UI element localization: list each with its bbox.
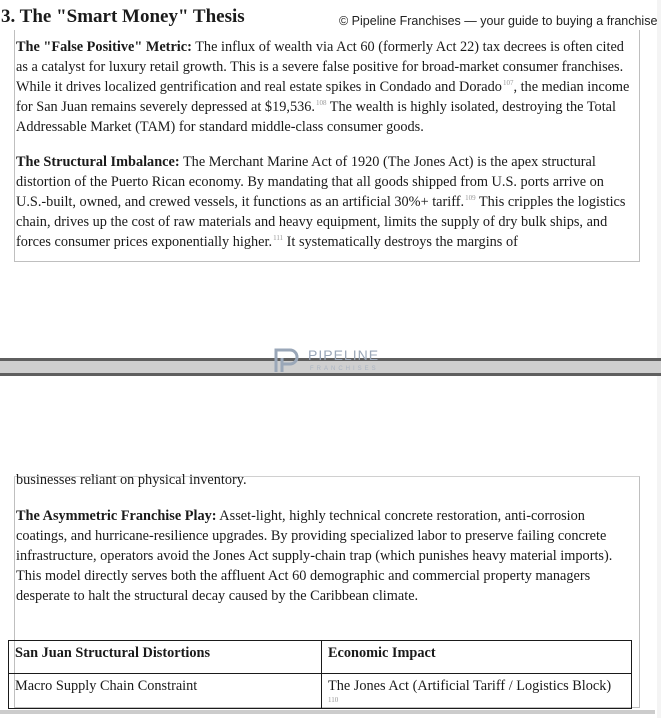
table-row — [9, 674, 632, 709]
footnote-ref-110[interactable]: 110 — [328, 696, 339, 704]
false-positive-paragraph — [16, 37, 632, 137]
logo-subtitle: FRANCHISES — [310, 366, 379, 372]
footnote-ref-107[interactable]: 107 — [502, 79, 514, 87]
asymmetric-play-title: The Asymmetric Franchise Play: — [16, 508, 217, 524]
asymmetric-play-paragraph — [16, 506, 632, 606]
table-header-impact: Economic Impact — [322, 641, 632, 674]
table-cell-impact-text: The Jones Act (Artificial Tariff / Logistics Block) — [328, 678, 612, 694]
table-cell-impact — [322, 674, 632, 709]
copyright-watermark: © Pipeline Franchises — your guide to buying a franchise — [339, 14, 658, 28]
false-positive-text-c: The wealth is highly isolated, destroying the Total Addressable Market (TAM) for standard middle-class consumer goods. — [16, 99, 616, 135]
footnote-ref-109[interactable]: 109 — [465, 194, 476, 202]
table-header-row — [9, 641, 632, 674]
table-cell-distortion: Macro Supply Chain Constraint — [9, 674, 322, 709]
structural-distortions-table — [8, 640, 632, 709]
section-heading: 3. The "Smart Money" Thesis — [1, 6, 245, 27]
footnote-ref-111[interactable]: 111 — [273, 234, 284, 242]
horizontal-scrollbar[interactable] — [0, 710, 655, 714]
structural-imbalance-title: The Structural Imbalance: — [16, 154, 180, 170]
structural-text-a: The Merchant Marine Act of 1920 (The Jones Act) is the apex structural distortion of the Puerto Rican economy. By mandating that all goods shipped from U.S. ports arrive on U.S.-built, owned, and crewed vessels, it functions as an artificial 30%+ tariff. — [16, 154, 604, 210]
pipeline-franchises-logo — [272, 342, 392, 376]
structural-text-c: It systematically destroys the margins of — [283, 234, 518, 250]
logo-wordmark: PIPELINE — [308, 347, 380, 363]
structural-text-b: This cripples the logistics chain, drives up the cost of raw materials and heavy equipment, limits the supply of dry bulk ships, and forces consumer prices exponentially higher. — [16, 194, 626, 250]
false-positive-text-a: The influx of wealth via Act 60 (formerly Act 22) tax decrees is often cited as a catalyst for luxury retail growth. This is a severe false positive for broad-market consumer franchises. While it drives localized gentrification and real estate spikes in Condado and Dorado — [16, 39, 624, 95]
false-positive-text-b: , the median income for San Juan remains severely depressed at $19,536. — [16, 79, 630, 115]
structural-imbalance-paragraph — [16, 152, 632, 252]
footnote-ref-108[interactable]: 108 — [315, 99, 327, 107]
asymmetric-play-text: Asset-light, highly technical concrete restoration, anti-corrosion coatings, and hurricane-resilience upgrades. By providing specialized labor to preserve failing concrete infrastructure, operators avoid the Jones Act supply-chain trap (which punishes heavy material imports). This model directly serves both the affluent Act 60 demographic and commercial property managers desperate to halt the structural decay caused by the Caribbean climate. — [16, 508, 613, 604]
continuation-paragraph: businesses reliant on physical inventory. — [16, 472, 247, 488]
false-positive-title: The "False Positive" Metric: — [16, 39, 192, 55]
table-header-distortions: San Juan Structural Distortions — [9, 641, 322, 674]
